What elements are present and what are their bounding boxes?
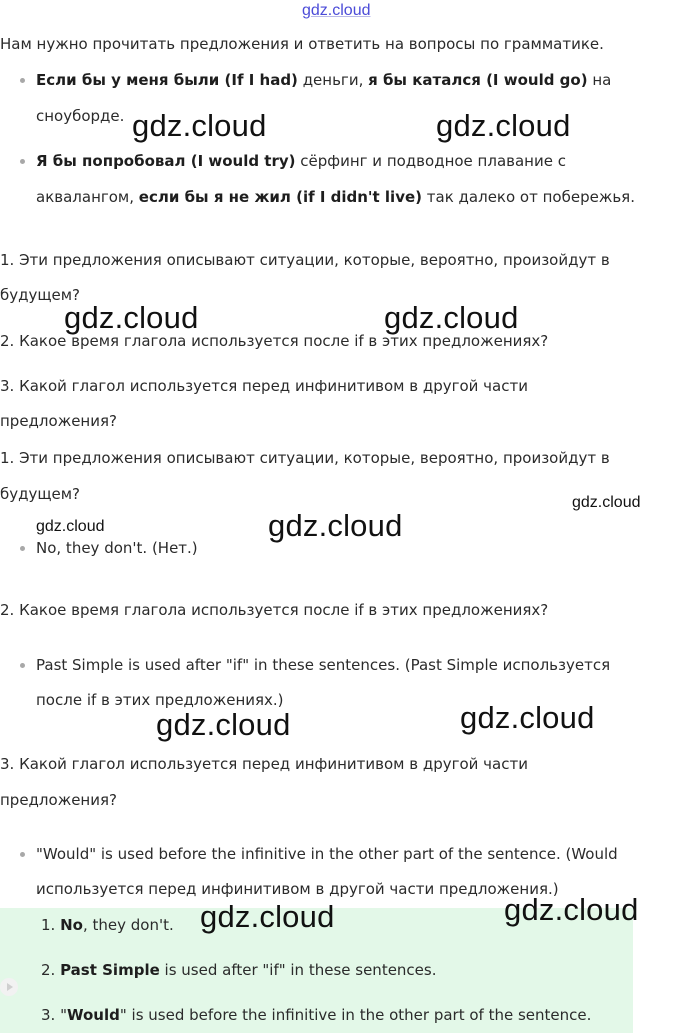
play-icon[interactable] [0, 978, 18, 996]
example-1-line-2: сноуборде. [36, 107, 125, 125]
bullet-dot [20, 546, 25, 551]
answer-3-line-2: используется перед инфинитивом в другой части предложения.) [36, 880, 559, 898]
watermark: gdz.cloud [200, 899, 335, 934]
summary-number: 2. [41, 961, 61, 979]
summary-number: 3. " [41, 1006, 67, 1024]
watermark: gdz.cloud [460, 700, 595, 735]
example-1-if-clause: Если бы у меня были (If I had) [36, 71, 298, 89]
example-2-if-clause: если бы я не жил (if I didn't live) [138, 188, 423, 206]
question-2: 2. Какое время глагола используется после if в этих предложениях? [0, 332, 549, 350]
example-1-text: на [587, 71, 612, 89]
summary-bold: Would [66, 1006, 120, 1024]
example-2-line-2 [36, 187, 635, 207]
watermark: gdz.cloud [504, 892, 639, 927]
bullet-dot [20, 78, 25, 83]
question-1-line-1: 1. Эти предложения описывают ситуации, которые, вероятно, произойдут в [0, 251, 610, 269]
summary-item-2 [41, 960, 437, 980]
watermark: gdz.cloud [572, 494, 641, 511]
watermark: gdz.cloud [36, 518, 105, 535]
question-3-line-2: предложения? [0, 791, 117, 809]
question-3-line-1: 3. Какой глагол используется перед инфинитивом в другой части [0, 377, 528, 395]
bullet-dot [20, 852, 25, 857]
bullet-dot [20, 159, 25, 164]
summary-text: , they don't. [82, 916, 174, 934]
watermark: gdz.cloud [268, 508, 403, 543]
example-1-line-1 [36, 70, 611, 90]
example-1-text: деньги, [297, 71, 369, 89]
question-1-line-2: будущем? [0, 485, 81, 503]
example-2-text: так далеко от побережья. [422, 188, 635, 206]
summary-number: 1. [41, 916, 61, 934]
question-1-line-1: 1. Эти предложения описывают ситуации, которые, вероятно, произойдут в [0, 449, 610, 467]
answer-1: No, they don't. (Нет.) [36, 539, 198, 557]
example-1-main-clause: я бы катался (I would go) [368, 71, 588, 89]
example-2-main-clause: Я бы попробовал (I would try) [36, 152, 296, 170]
summary-text: is used after "if" in these sentences. [159, 961, 437, 979]
watermark-top: gdz.cloud [302, 2, 371, 19]
watermark: gdz.cloud [64, 300, 199, 335]
intro-text: Нам нужно прочитать предложения и ответить на вопросы по грамматике. [0, 35, 604, 53]
question-1-line-2: будущем? [0, 286, 81, 304]
question-3-line-2: предложения? [0, 412, 117, 430]
watermark: gdz.cloud [436, 108, 571, 143]
example-2-text: сёрфинг и подводное плавание с [295, 152, 566, 170]
answer-3-line-1: "Would" is used before the infinitive in the other part of the sentence. (Would [36, 845, 618, 863]
watermark: gdz.cloud [132, 108, 267, 143]
summary-bold: Past Simple [60, 961, 160, 979]
watermark: gdz.cloud [384, 300, 519, 335]
example-2-text: аквалангом, [36, 188, 139, 206]
summary-text: " is used before the infinitive in the other part of the sentence. [119, 1006, 592, 1024]
answer-2-line-1: Past Simple is used after "if" in these sentences. (Past Simple используется [36, 656, 611, 674]
question-2: 2. Какое время глагола используется после if в этих предложениях? [0, 601, 549, 619]
example-2-line-1 [36, 151, 566, 171]
bullet-dot [20, 663, 25, 668]
summary-bold: No [60, 916, 83, 934]
summary-item-1 [41, 915, 174, 935]
question-3-line-1: 3. Какой глагол используется перед инфинитивом в другой части [0, 755, 528, 773]
answer-2-line-2: после if в этих предложениях.) [36, 691, 284, 709]
summary-item-3 [41, 1005, 591, 1025]
watermark: gdz.cloud [156, 707, 291, 742]
